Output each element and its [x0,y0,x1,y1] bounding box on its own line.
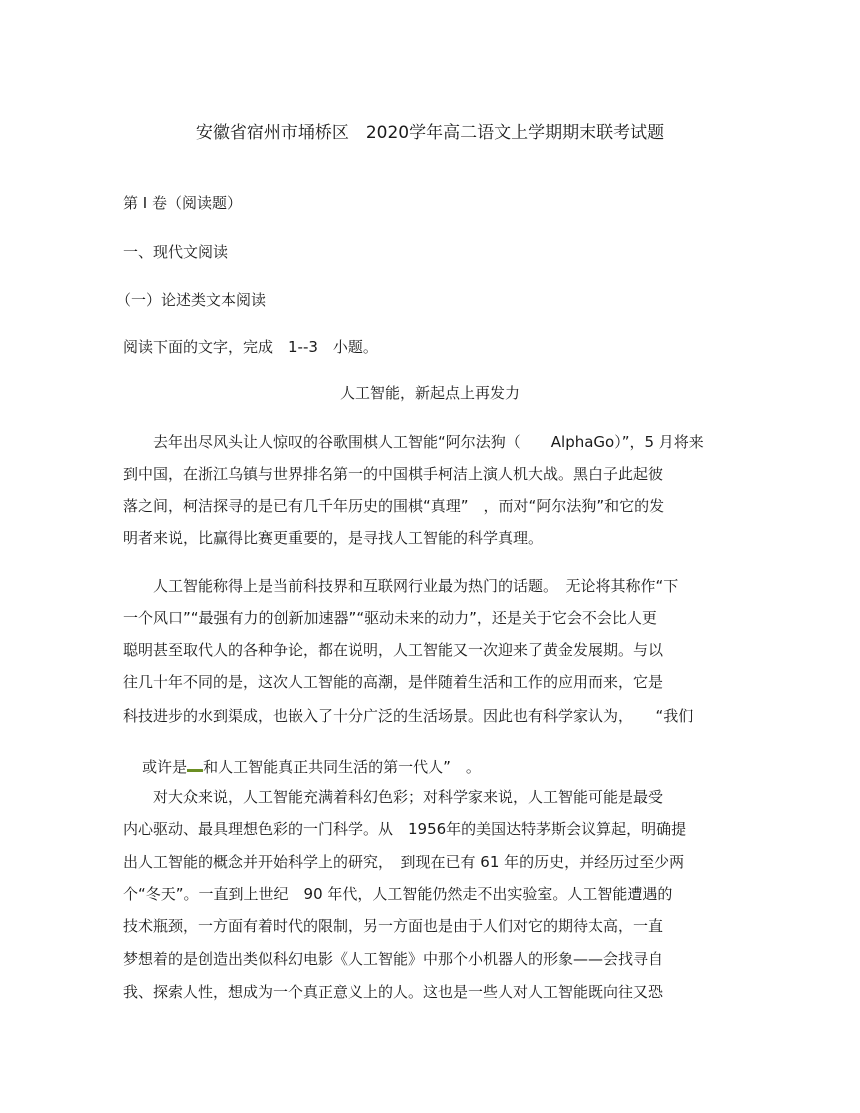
article-line: 到中国，在浙江乌镇与世界排名第一的中国棋手柯洁上演人机大战。黑白子此起彼 [123,465,664,483]
article-line: 个“冬天”。一直到上世纪 90 年代，人工智能仍然走不出实验室。人工智能遭遇的 [123,885,673,903]
article-line: 落之间，柯洁探寻的是已有几千年历史的围棋“真理” ，而对“阿尔法狗”和它的发 [123,497,665,515]
article-line-start: 或许是 [142,758,188,776]
article-line: 内心驱动、最具理想色彩的一门科学。从 1956年的美国达特茅斯会议算起，明确提 [123,820,687,838]
article-line: 一个风口”“最强有力的创新加速器”“驱动未来的动力”，还是关于它会不会比人更 [123,609,657,627]
article-line: 技术瓶颈，一方面有着时代的限制，另一方面也是由于人们对它的期待太高，一直 [123,917,664,935]
part-heading: 一、现代文阅读 [123,243,229,261]
article-line: 对大众来说，人工智能充满着科幻色彩；对科学家来说，人工智能可能是最受 [123,788,664,806]
article-title: 人工智能，新起点上再发力 [339,384,520,402]
article-line: 往几十年不同的是，这次人工智能的高潮，是伴随着生活和工作的应用而来，它是 [123,673,664,691]
article-line: 科技进步的水到渠成，也嵌入了十分广泛的生活场景。因此也有科学家认为， “我们 [123,707,694,725]
document-title: 安徽省宿州市埇桥区 2020学年高二语文上学期期末联考试题 [195,123,665,143]
article-line: 明者来说，比赢得比赛更重要的，是寻找人工智能的科学真理。 [123,529,544,547]
instruction-text: 阅读下面的文字，完成 1--3 小题。 [123,338,378,356]
section-header: 第 Ⅰ 卷（阅读题） [123,194,242,212]
subpart-heading: （一）论述类文本阅读 [116,291,267,309]
article-line: 梦想着的是创造出类似科幻电影《人工智能》中那个小机器人的形象——会找寻自 [123,950,664,968]
article-line: 出人工智能的概念并开始科学上的研究， 到现在已有 61 年的历史，并经历过至少两 [123,853,685,871]
article-line-end: 和人工智能真正共同生活的第一代人” 。 [203,758,481,776]
article-line: 我、探索人性，想成为一个真正意义上的人。这也是一些人对人工智能既向往又恐 [123,983,664,1001]
green-underline-mark [187,769,203,772]
article-line: 聪明甚至取代人的各种争论，都在说明，人工智能又一次迎来了黄金发展期。与以 [123,641,664,659]
article-line: 去年出尽风头让人惊叹的谷歌围棋人工智能“阿尔法狗（ AlphaGo）”，5 月将来 [123,433,704,451]
article-line: 人工智能称得上是当前科技界和互联网行业最为热门的话题。 无论将其称作“下 [123,577,679,595]
